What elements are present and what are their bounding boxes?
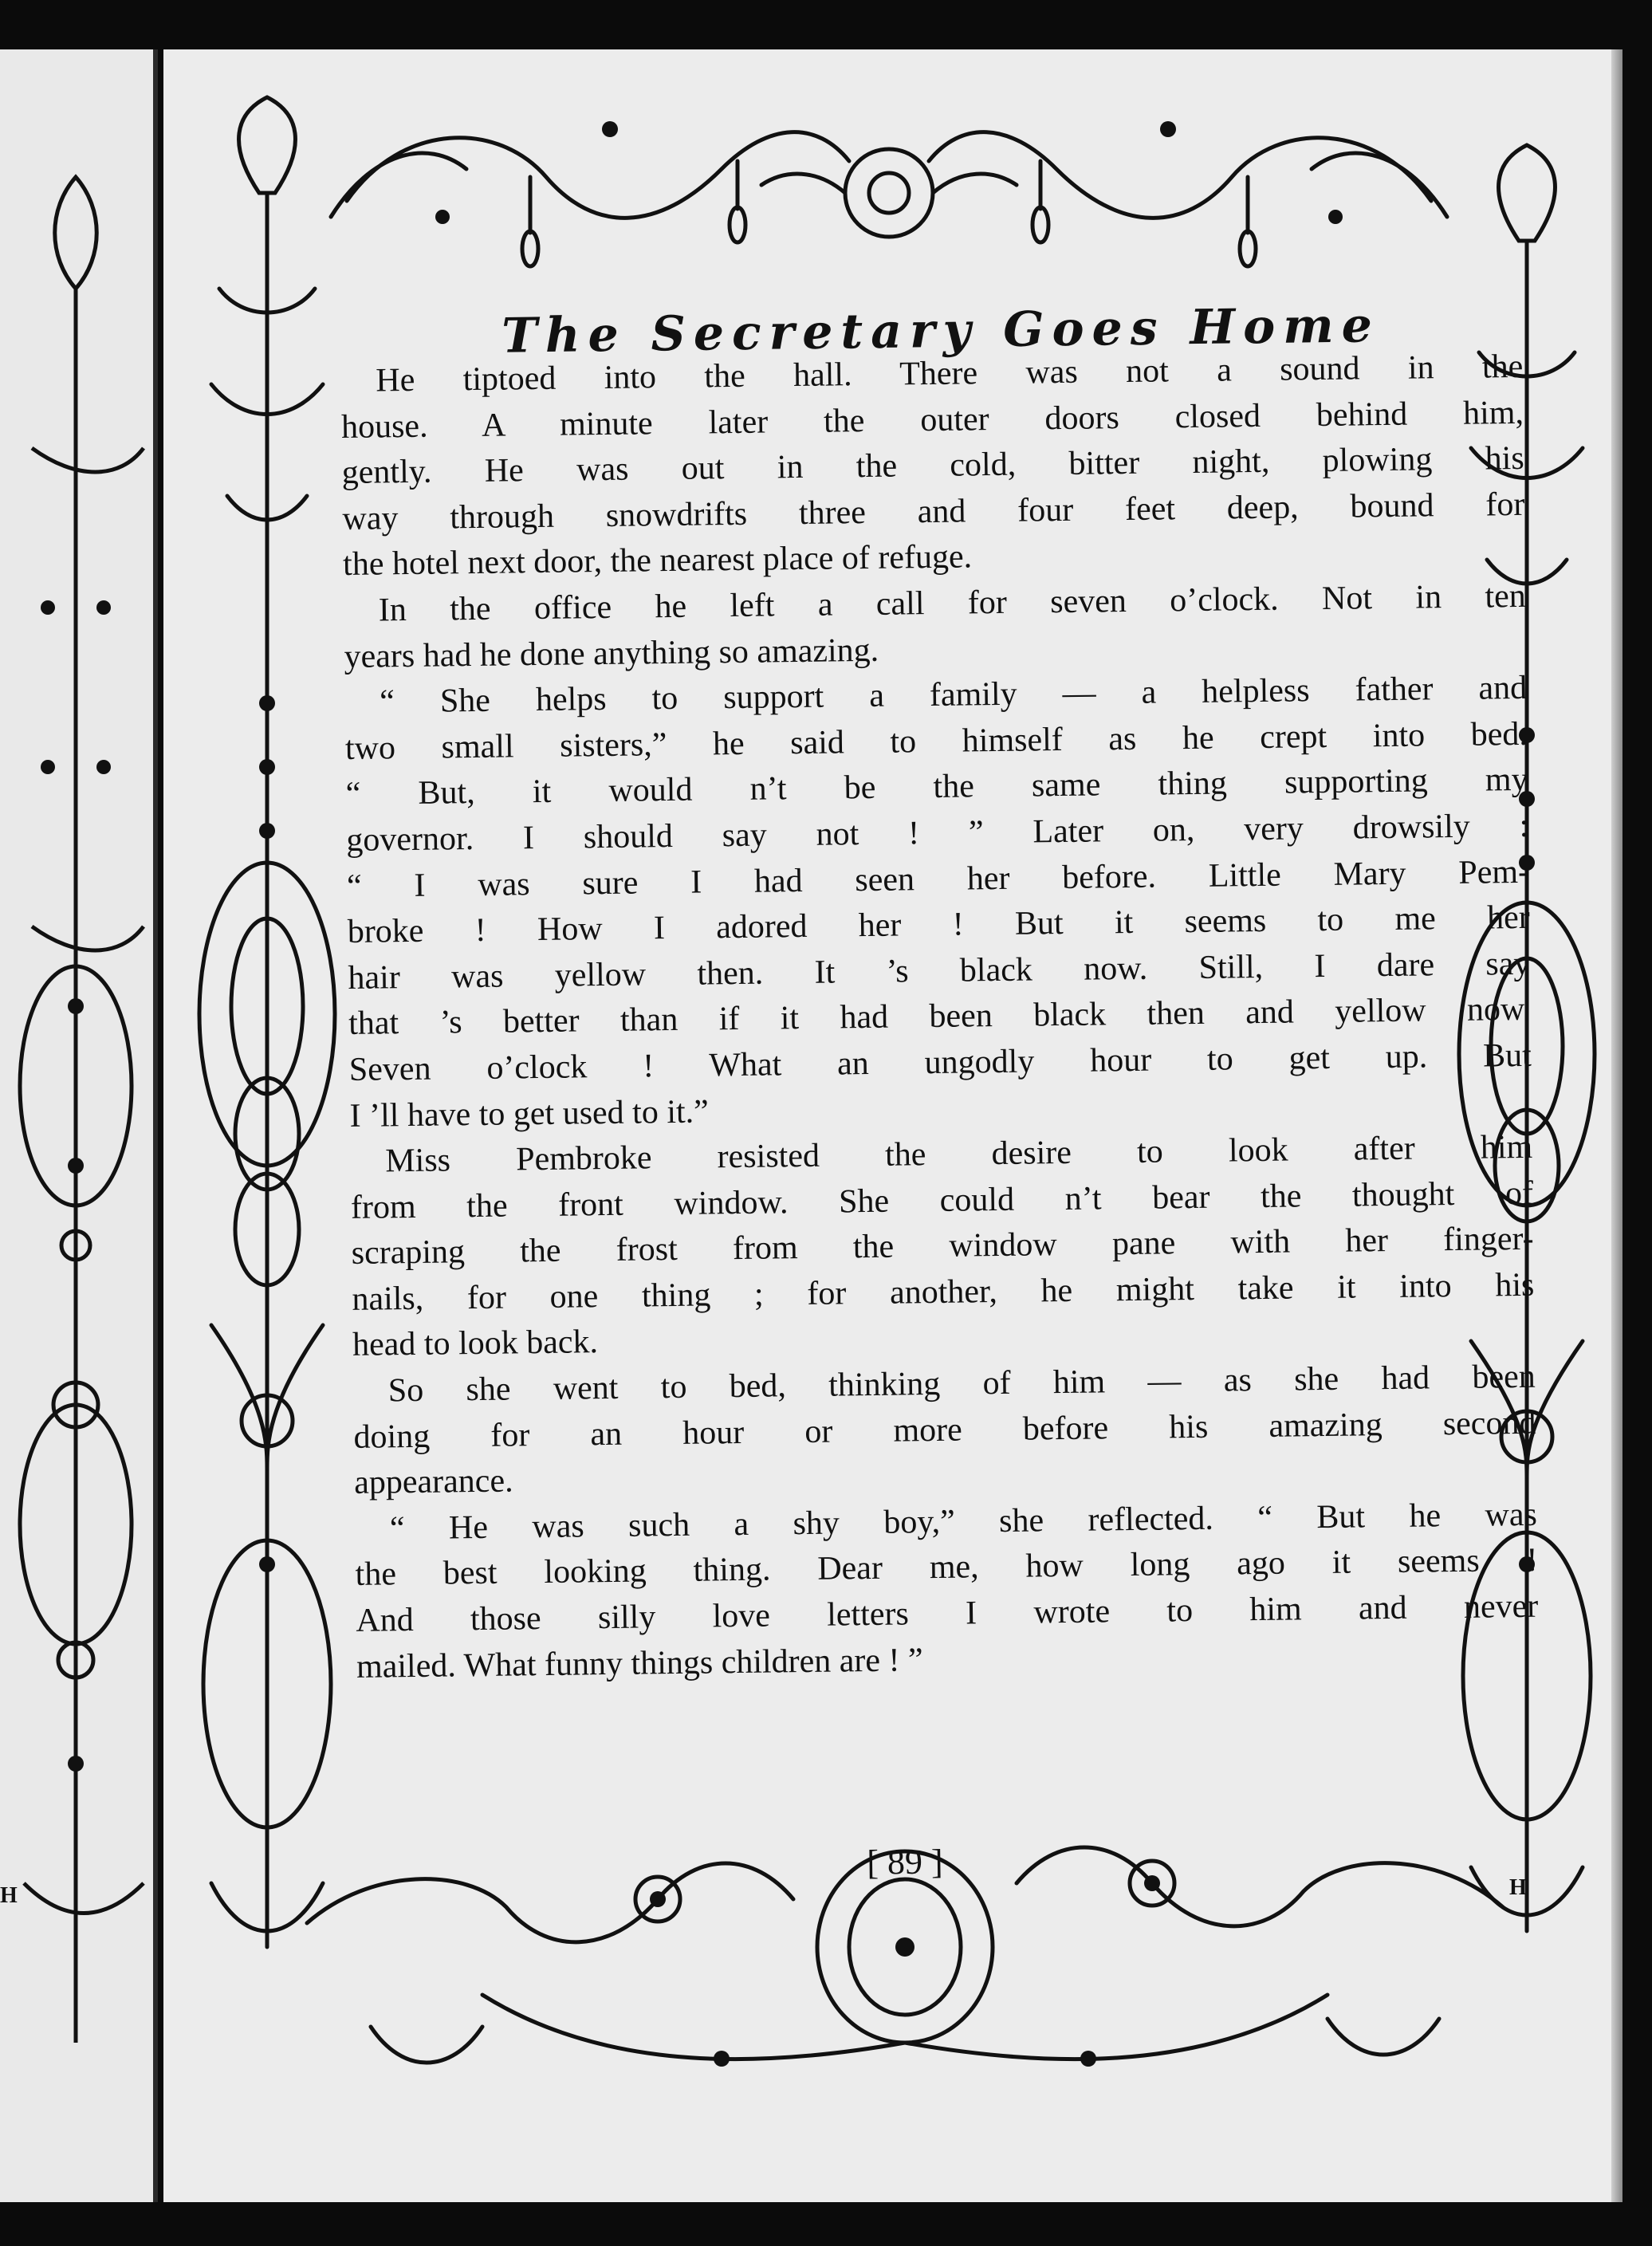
ornament-mark-right: H — [1509, 1875, 1527, 1900]
ornament-mark-left: H — [0, 1883, 18, 1908]
paragraph — [350, 1125, 1535, 1369]
text-line: I ’ll have to get used to it.” — [349, 1092, 710, 1135]
text-line: mailed. What funny things children are ! ” — [356, 1641, 923, 1685]
text-line: nails, for one thing ; for another, he might take it into his — [352, 1266, 1535, 1318]
text-line: head to look back. — [352, 1324, 599, 1364]
left-page-border-ornament — [0, 49, 158, 2202]
paragraph — [340, 344, 1525, 588]
text-line: appearance. — [353, 1462, 513, 1502]
text-line: governor. I should say not ! ” Later on, very drowsily : — [346, 807, 1529, 859]
page-edge-shadow — [1611, 49, 1622, 2202]
text-line: Seven o’clock ! What an ungodly hour to get up. But — [348, 1036, 1532, 1088]
text-line: way through snowdrifts three and four feet deep, bound for — [342, 486, 1525, 537]
page-gutter-shadow — [153, 49, 158, 2202]
text-line: that ’s better than if it had been black then and yellow now. — [348, 991, 1532, 1043]
page-number: [ 89 ] — [867, 1842, 943, 1882]
paragraph — [355, 1493, 1540, 1690]
text-line: two small sisters,” he said to himself as he crept into bed. — [344, 715, 1528, 767]
text-line: doing for an hour or more before his amazing second — [353, 1404, 1536, 1456]
text-line: hair was yellow then. It ’s black now. Still, I dare say — [348, 945, 1531, 997]
text-line: the best looking thing. Dear me, how long ago it seems ! — [355, 1542, 1538, 1594]
text-line: “ But, it would n’t be the same thing supporting my — [345, 761, 1528, 813]
book-page — [163, 49, 1622, 2202]
text-line: house. A minute later the outer doors closed behind him, — [340, 394, 1524, 446]
chapter-title: The Secretary Goes Home — [501, 297, 1381, 364]
text-line: In the office he left a call for seven o’clock. Not in ten — [378, 577, 1527, 629]
text-line: years had he done anything so amazing. — [344, 631, 879, 675]
facing-page-sliver — [0, 49, 158, 2202]
text-line: scraping the frost from the window pane with her finger- — [351, 1221, 1534, 1272]
text-line: broke ! How I adored her ! But it seems to me her — [347, 899, 1530, 951]
text-line: So she went to bed, thinking of him — as she had been — [387, 1358, 1536, 1410]
paragraph — [344, 574, 1527, 680]
text-line: “ She helps to support a family — a helpless father and — [379, 670, 1528, 721]
text-line: He tiptoed into the hall. There was not a sound in the — [376, 348, 1524, 399]
text-line: “ I was sure I had seen her before. Little Mary Pem- — [346, 853, 1530, 905]
paragraph — [352, 1355, 1536, 1507]
text-line: the hotel next door, the nearest place of refuge. — [342, 538, 973, 584]
text-line: from the front window. She could n’t bear the thought of — [350, 1174, 1534, 1226]
text-line: And those silly love letters I wrote to him and never — [356, 1587, 1539, 1639]
text-line: “ He was such a shy boy,” she reflected. “ But he was — [389, 1496, 1538, 1548]
text-line: Miss Pembroke resisted the desire to look after him — [385, 1128, 1533, 1180]
text-line: gently. He was out in the cold, bitter night, plowing his — [341, 440, 1524, 492]
paragraph — [344, 666, 1532, 1139]
body-text — [340, 344, 1539, 1690]
